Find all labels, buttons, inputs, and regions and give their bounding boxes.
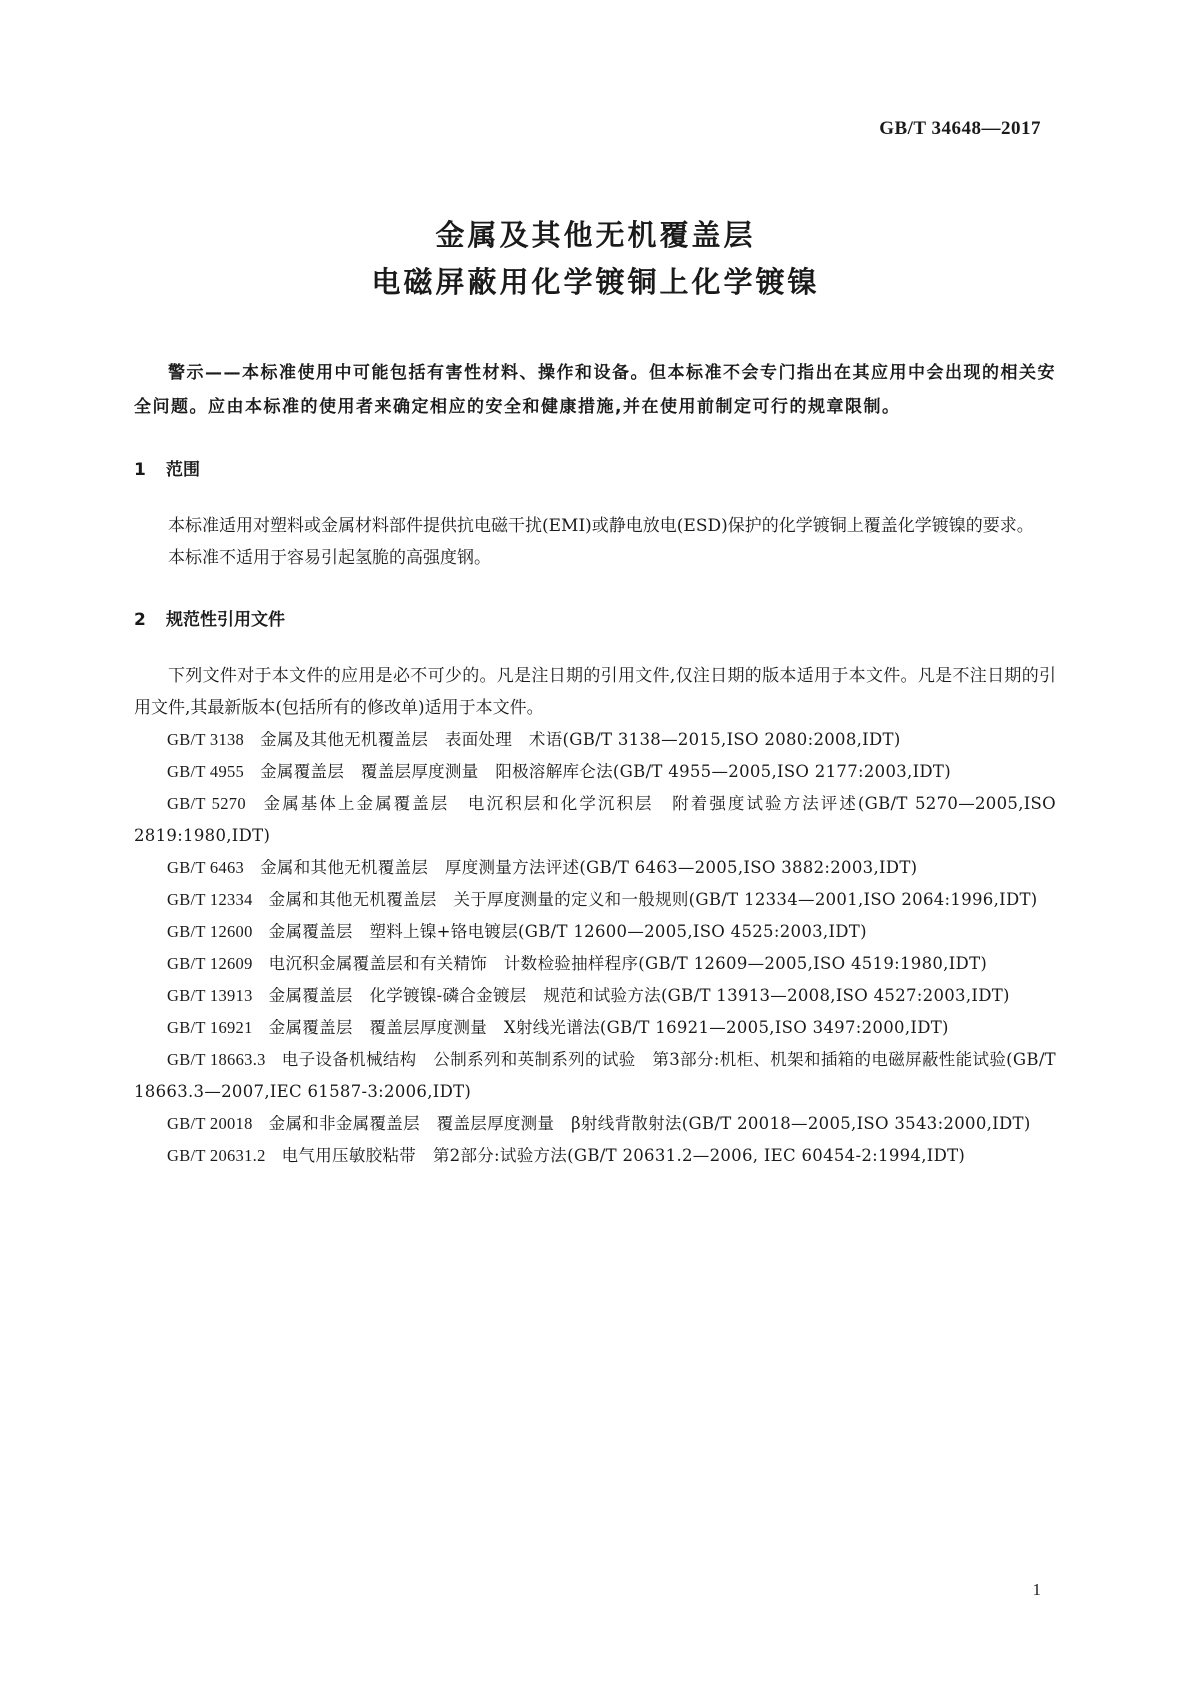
reference-item — [134, 980, 1056, 1012]
section-1-number: 1 — [134, 460, 146, 480]
reference-text: 金属和非金属覆盖层 覆盖层厚度测量 β射线背散射法(GB/T 20018—2005,ISO 3543:2000,IDT) — [268, 1114, 1031, 1133]
reference-code: GB/T 12609 — [167, 954, 253, 973]
page-number: 1 — [1032, 1580, 1041, 1599]
reference-item — [134, 916, 1056, 948]
section-2-heading — [134, 604, 1056, 636]
reference-text: 电沉积金属覆盖层和有关精饰 计数检验抽样程序(GB/T 12609—2005,ISO 4519:1980,IDT) — [268, 954, 988, 973]
reference-item — [134, 1012, 1056, 1044]
section-2-number: 2 — [134, 610, 146, 630]
reference-text: 金属基体上金属覆盖层 电沉积层和化学沉积层 附着强度试验方法评述(GB/T 5270—2005,ISO 2819:1980,IDT) — [134, 794, 1056, 845]
scope-paragraph-2: 本标准不适用于容易引起氢脆的高强度钢。 — [168, 548, 491, 568]
section-1-title: 范围 — [166, 460, 200, 480]
reference-text: 电气用压敏胶粘带 第2部分:试验方法(GB/T 20631.2—2006, IEC 60454-2:1994,IDT) — [281, 1146, 966, 1165]
reference-text: 金属和其他无机覆盖层 厚度测量方法评述(GB/T 6463—2005,ISO 3882:2003,IDT) — [260, 858, 918, 877]
reference-code: GB/T 4955 — [167, 762, 245, 781]
reference-item — [134, 884, 1056, 916]
reference-item — [134, 756, 1056, 788]
reference-code: GB/T 12600 — [167, 922, 253, 941]
title-line-1: 金属及其他无机覆盖层 — [435, 218, 756, 252]
reference-item — [134, 948, 1056, 980]
reference-code: GB/T 5270 — [167, 794, 246, 813]
standard-code: GB/T 34648—2017 — [879, 118, 1041, 139]
reference-code: GB/T 6463 — [167, 858, 245, 877]
reference-item — [134, 1140, 1056, 1172]
section-1-heading — [134, 454, 1056, 486]
reference-code: GB/T 16921 — [167, 1018, 253, 1037]
reference-code: GB/T 18663.3 — [167, 1050, 266, 1069]
reference-code: GB/T 20631.2 — [167, 1146, 266, 1165]
reference-item — [134, 1044, 1056, 1108]
reference-code: GB/T 20018 — [167, 1114, 253, 1133]
reference-text: 电子设备机械结构 公制系列和英制系列的试验 第3部分:机柜、机架和插箱的电磁屏蔽性能试验(GB/T 18663.3—2007,IEC 61587-3:2006,IDT) — [134, 1050, 1056, 1101]
reference-text: 金属覆盖层 覆盖层厚度测量 阳极溶解库仑法(GB/T 4955—2005,ISO 2177:2003,IDT) — [260, 762, 951, 781]
reference-text: 金属覆盖层 塑料上镍+铬电镀层(GB/T 12600—2005,ISO 4525:2003,IDT) — [268, 922, 867, 941]
reference-code: GB/T 3138 — [167, 730, 245, 749]
title-line-2: 电磁屏蔽用化学镀铜上化学镀镍 — [371, 265, 820, 299]
reference-text: 金属覆盖层 覆盖层厚度测量 X射线光谱法(GB/T 16921—2005,ISO 3497:2000,IDT) — [268, 1018, 949, 1037]
reference-code: GB/T 13913 — [167, 986, 253, 1005]
reference-code: GB/T 12334 — [167, 890, 253, 909]
document-body — [134, 356, 1056, 1172]
reference-text: 金属和其他无机覆盖层 关于厚度测量的定义和一般规则(GB/T 12334—2001,ISO 2064:1996,IDT) — [268, 890, 1038, 909]
reference-item — [134, 1108, 1056, 1140]
scope-paragraph-1: 本标准适用对塑料或金属材料部件提供抗电磁干扰(EMI)或静电放电(ESD)保护的化学镀铜上覆盖化学镀镍的要求。 — [168, 516, 1034, 536]
warning-paragraph: 警示——本标准使用中可能包括有害性材料、操作和设备。但本标准不会专门指出在其应用中会出现的相关安全问题。应由本标准的使用者来确定相应的安全和健康措施,并在使用前制定可行的规章限制。 — [134, 363, 1056, 417]
reference-item — [134, 852, 1056, 884]
section-2-title: 规范性引用文件 — [166, 610, 285, 630]
references-intro: 下列文件对于本文件的应用是必不可少的。凡是注日期的引用文件,仅注日期的版本适用于本文件。凡是不注日期的引用文件,其最新版本(包括所有的修改单)适用于本文件。 — [134, 666, 1056, 718]
reference-text: 金属覆盖层 化学镀镍-磷合金镀层 规范和试验方法(GB/T 13913—2008,ISO 4527:2003,IDT) — [268, 986, 1010, 1005]
reference-item — [134, 788, 1056, 852]
reference-item — [134, 724, 1056, 756]
reference-text: 金属及其他无机覆盖层 表面处理 术语(GB/T 3138—2015,ISO 2080:2008,IDT) — [260, 730, 901, 749]
document-title — [0, 212, 1191, 306]
